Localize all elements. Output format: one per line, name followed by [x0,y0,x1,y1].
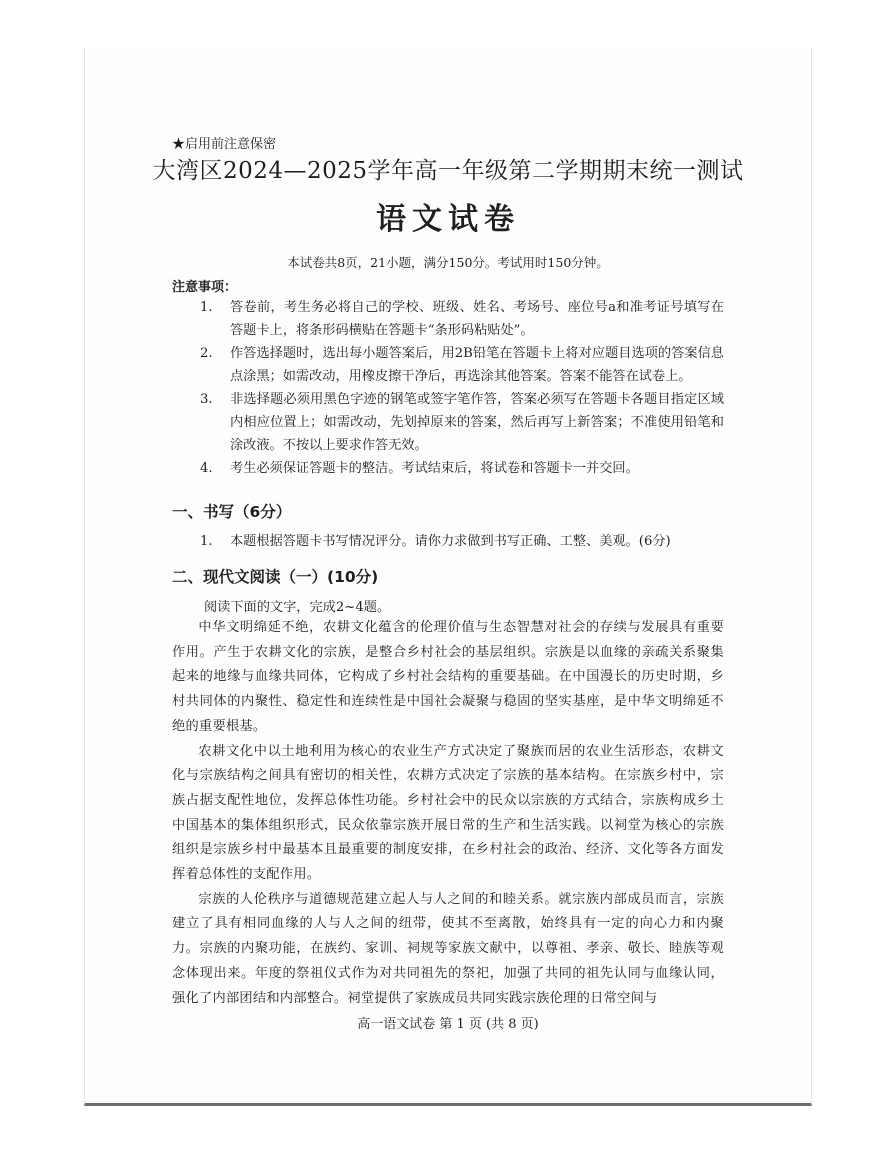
passage-paragraph: 农耕文化中以土地利用为核心的农业生产方式决定了聚族而居的农业生活形态，农耕文化与宗族结构之间具有密切的相关性，农耕方式决定了宗族的基本结构。在宗族乡村中，宗族占据支配性地位，发挥总体性功能。乡村社会中的民众以宗族的方式结合，宗族构成乡土中国基本的集体组织形式，民众依靠宗族开展日常的生产和生活实践。以祠堂为核心的宗族组织是宗族乡村中最基本且最重要的制度安排，在乡村社会的政治、经济、文化等各方面发挥着总体性的支配作用。 [172,743,724,883]
passage-paragraph: 中华文明绵延不绝，农耕文化蕴含的伦理价值与生态智慧对社会的存续与发展具有重要作用。产生于农耕文化的宗族，是整合乡村社会的基层组织。宗族是以血缘的亲疏关系聚集起来的地缘与血缘共同体，它构成了乡村社会结构的重要基础。在中国漫长的历史时期，乡村共同体的内聚性、稳定性和连续性是中国社会凝聚与稳固的坚实基座，是中华文明绵延不绝的重要根基。 [172,620,724,734]
notice-item [200,388,724,457]
notice-item [200,342,724,388]
notice-number: 2. [200,346,213,361]
exam-title: 大湾区2024—2025学年高一年级第二学期期末统一测试 [152,158,744,184]
section-heading-writing: 一、书写（6分） [172,503,292,521]
question-1 [200,530,671,549]
notice-list [200,296,724,480]
reading-passage [172,616,724,1011]
subject-title: 语文试卷 [376,202,520,237]
notice-item [200,296,724,342]
notice-number: 4. [200,461,213,476]
notice-number: 3. [200,392,213,407]
passage-paragraph: 宗族的人伦秩序与道德规范建立起人与人之间的和睦关系。就宗族内部成员而言，宗族建立了具有相同血缘的人与人之间的纽带，使其不至离散，始终具有一定的向心力和内聚力。宗族的内聚功能，在族约、家训、祠规等家族文献中，以尊祖、孝亲、敬长、睦族等观念体现出来。年度的祭祖仪式作为对共同祖先的祭祀，加强了共同的祖先认同与血缘认同，强化了内部团结和内部整合。祠堂提供了家族成员共同实践宗族伦理的日常空间与 [172,891,724,1006]
section-heading-reading: 二、现代文阅读（一）(10分) [172,568,379,586]
notice-heading: 注意事项： [172,280,238,295]
notice-text: 非选择题必须用黑色字迹的钢笔或签字笔作答，答案必须写在答题卡各题目指定区域内相应位置上；如需改动，先划掉原来的答案，然后再写上新答案；不准使用铅笔和涂改液。不按以上要求作答无效。 [230,392,724,453]
notice-number: 1. [200,300,213,315]
page-footer: 高一语文试卷 第 1 页 (共 8 页) [357,1017,539,1032]
question-number: 1. [200,534,213,549]
notice-text: 作答选择题时，选出每小题答案后，用2B铅笔在答题卡上将对应题目选项的答案信息点涂黑；如需改动，用橡皮擦干净后，再选涂其他答案。答案不能答在试卷上。 [230,346,724,384]
notice-text: 考生必须保证答题卡的整洁。考试结束后，将试卷和答题卡一并交回。 [230,461,639,476]
confidential-label: ★启用前注意保密 [172,137,277,152]
notice-text: 答卷前，考生务必将自己的学校、班级、姓名、考场号、座位号a和准考证号填写在答题卡上，将条形码横贴在答题卡“条形码粘贴处”。 [230,300,724,338]
exam-info: 本试卷共8页，21小题，满分150分。考试用时150分钟。 [287,255,609,270]
notice-item [200,457,724,480]
reading-instruction: 阅读下面的文字，完成2~4题。 [204,600,391,615]
question-text: 本题根据答题卡书写情况评分。请你力求做到书写正确、工整、美观。(6分) [230,534,671,549]
